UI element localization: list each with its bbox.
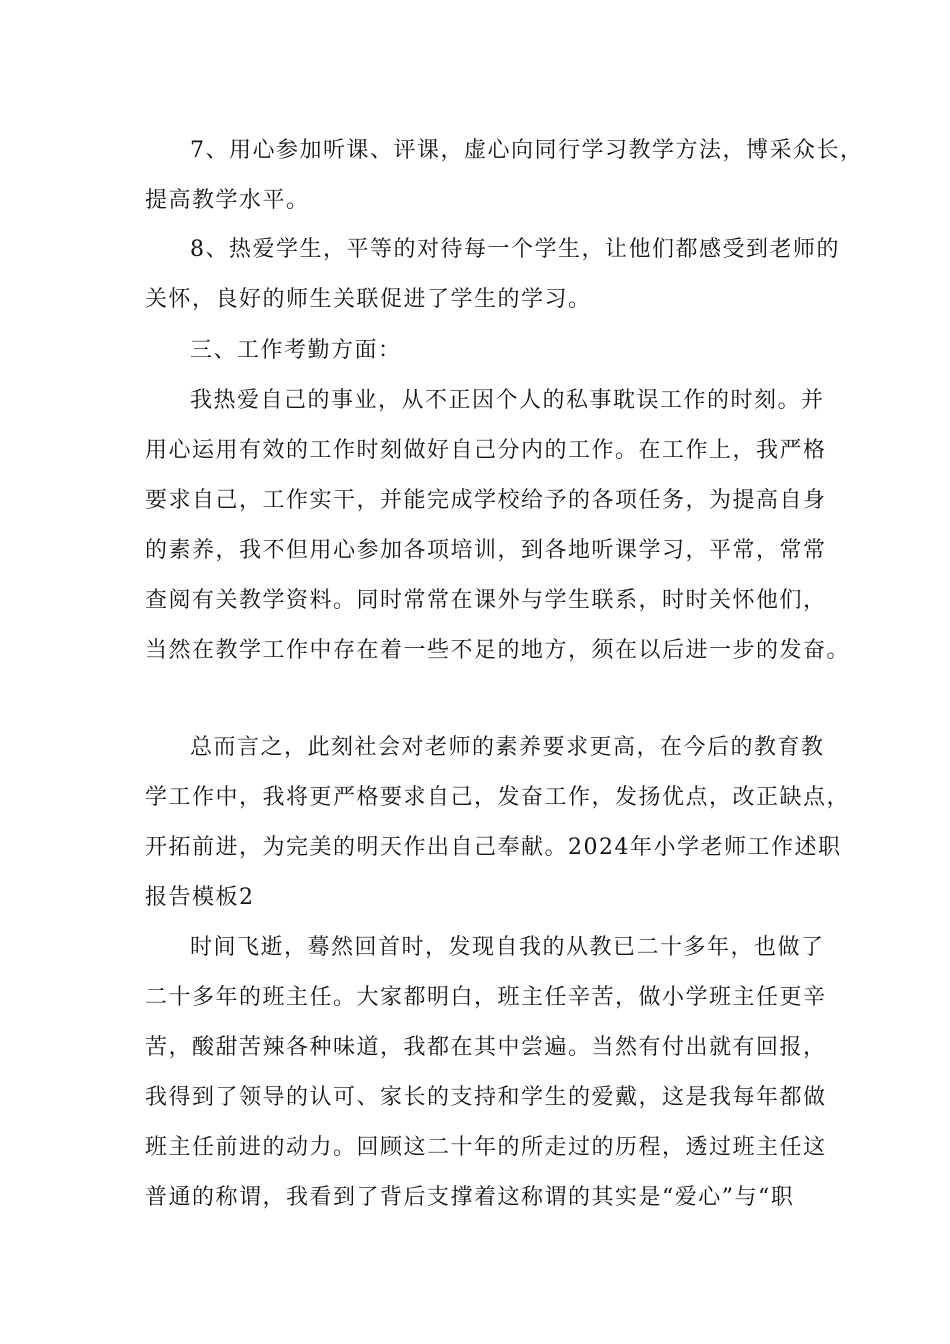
text-line: 当然在教学工作中存在着一些不足的地方，须在以后进一步的发奋。: [145, 638, 851, 663]
text-line: 8、热爱学生，平等的对待每一个学生，让他们都感受到老师的: [190, 237, 840, 262]
text-line: 提高教学水平。: [145, 188, 310, 213]
text-line: 用心运用有效的工作时刻做好自己分内的工作。在工作上，我严格: [145, 438, 827, 463]
text-line: 普通的称谓，我看到了背后支撑着这称谓的其实是“爱心”与“职: [145, 1185, 795, 1210]
text-line: 报告模板2: [145, 885, 255, 910]
text-line: 班主任前进的动力。回顾这二十年的所走过的历程，透过班主任这: [145, 1135, 827, 1160]
text-line: 学工作中，我将更严格要求自己，发奋工作，发扬优点，改正缺点，: [145, 785, 851, 810]
text-line: 查阅有关教学资料。同时常常在课外与学生联系，时时关怀他们，: [145, 588, 827, 613]
text-line: 时间飞逝，蓦然回首时，发现自我的从教已二十多年，也做了: [190, 935, 825, 960]
text-line: 苦，酸甜苦辣各种味道，我都在其中尝遍。当然有付出就有回报，: [145, 1035, 827, 1060]
text-line: 的素养，我不但用心参加各项培训，到各地听课学习，平常，常常: [145, 538, 827, 563]
text-line: 关怀，良好的师生关联促进了学生的学习。: [145, 287, 592, 312]
text-line: 7、用心参加听课、评课，虚心向同行学习教学方法，博采众长，: [190, 138, 864, 163]
text-line: 二十多年的班主任。大家都明白，班主任辛苦，做小学班主任更辛: [145, 985, 827, 1010]
text-line: 我热爱自己的事业，从不正因个人的私事耽误工作的时刻。并: [190, 388, 825, 413]
section-heading: 三、工作考勤方面：: [190, 338, 402, 363]
text-line: 要求自己，工作实干，并能完成学校给予的各项任务，为提高自身: [145, 488, 827, 513]
text-line: 我得到了领导的认可、家长的支持和学生的爱戴，这是我每年都做: [145, 1085, 827, 1110]
text-line: 总而言之，此刻社会对老师的素养要求更高，在今后的教育教: [190, 735, 825, 760]
text-line: 开拓前进，为完美的明天作出自己奉献。2024年小学老师工作述职: [145, 835, 842, 860]
